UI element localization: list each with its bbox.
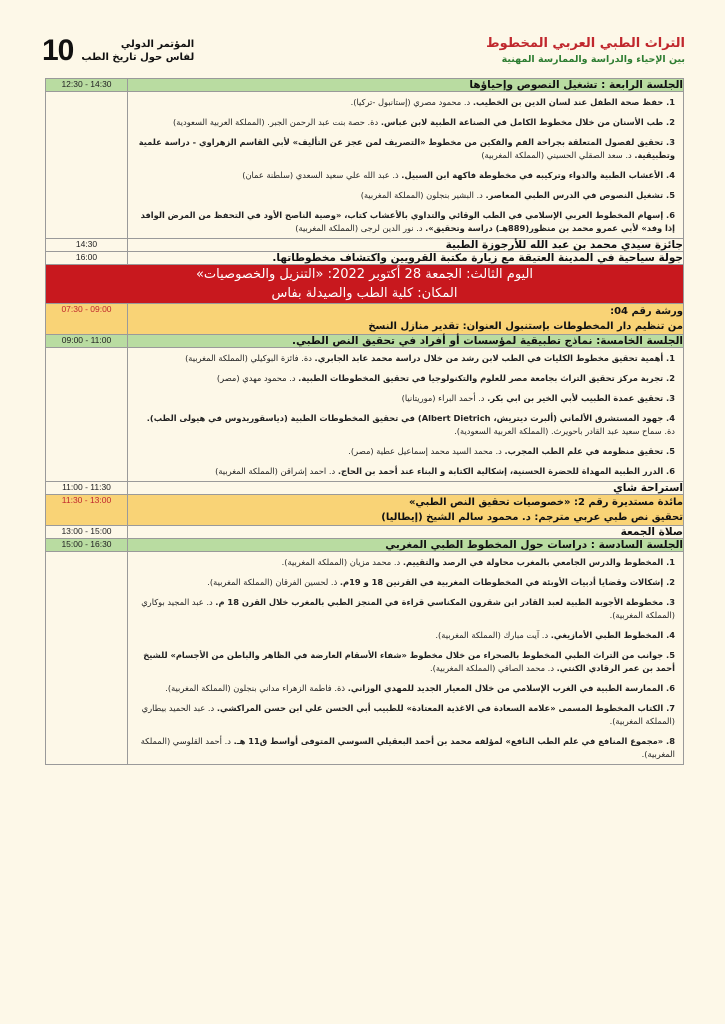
session4-items (128, 92, 684, 239)
session6-header-row (46, 539, 684, 552)
list-item: 6. إسهام المخطوط العربي الإسلامي في الطب الوقائي والتداوي بالأعشاب كتاب، «وصية الناصح الأود في التحفظ من المرض الوافد إذا وفد» لأبي عمرو محمد بن منظور(889هـ) دراسة وتحقيق». د. نور الدين لرجى (المملكة المغربية) (140, 210, 675, 233)
list-item: 6. الممارسة الطبية في الغرب الإسلامي من خلال المعيار الجديد للمهدي الوزاني. ذة. فاطمة الزهراء مداني بنجلون (المملكة المغربية). (165, 683, 675, 693)
session6-title: الجلسة السادسة : دراسات حول المخطوط الطبي المغربي (128, 539, 684, 552)
session5-time: 09:00 - 11:00 (46, 335, 128, 348)
list-item: 6. الدرر الطبية المهداة للحضرة الحسنية، إشكالية الكتابة و البناء عند أحمد بن الحاج. د. احمد إشراقن (المملكة المغربية) (215, 466, 675, 476)
conference-name-line2: لفاس حول تاريخ الطب (81, 52, 195, 63)
workshop-title: ورشة رقم 04: (610, 306, 683, 317)
list-item: 5. تشغيل النصوص في الدرس الطبي المعاصر. د. البشير بنجلون (المملكة المغربية) (360, 190, 675, 200)
day3-venue: المكان: كلية الطب والصيدلة بفاس (271, 286, 458, 301)
list-item: 2. تجربة مركز تحقيق التراث بجامعة مصر للعلوم والتكنولوجيا في تحقيق المخطوطات الطبية. د. محمود مهدي (مصر) (216, 373, 675, 383)
header-subtitle: بين الإحياء والدراسة والممارسة المهنية (501, 54, 685, 65)
list-item: 3. تحقيق لفصول المتعلقة بجراحة الفم والفكين من مخطوط «التصريف لمن عجز عن التأليف» لأبي القاسم الزهراوي - دراسة علمية وتطبيقية. د. سعد الصقلي الحسيني (المملكة المغربية) (138, 137, 675, 160)
prayer-text: صلاة الجمعة (128, 526, 684, 539)
tea-time: 11:00 - 11:30 (46, 482, 128, 495)
day3-banner-row (46, 265, 684, 304)
list-item: 7. الكتاب المخطوط المسمى «علامة السعادة في الاغذية المعتادة» للطبيب أبي الحسن علي ابن حسن المراكشي. د. عبد الحميد بيطاري (المملكة المغربية). (141, 703, 675, 726)
tour-row (46, 252, 684, 265)
list-item: 1. المخطوط والدرس الجامعي بالمغرب محاولة في الرصد والتقييم. د. محمد مزيان (المملكة المغربية). (281, 557, 675, 567)
roundtable-cell (128, 495, 684, 526)
program-table (45, 78, 684, 765)
award-time: 14:30 (46, 239, 128, 252)
workshop-row (46, 304, 684, 335)
header-title: التراث الطبي العربي المخطوط (486, 36, 685, 51)
session6-items (128, 552, 684, 765)
conference-number: 10 (42, 34, 74, 67)
prayer-row (46, 526, 684, 539)
session6-items-row (46, 552, 684, 765)
list-item: 4. جهود المستشرق الألماني (ألبرت ديتريش، Albert Dietrich) في تحقيق المخطوطات الطبية (دياسقوريدوس في هيولى الطب). دة. سماح سعيد عبد القادر باحويرث. (المملكة العربية السعودية). (146, 413, 675, 436)
day3-title: اليوم الثالث: الجمعة 28 أكتوبر 2022: «التنزيل والخصوصيات» (195, 267, 534, 282)
session5-items (128, 348, 684, 482)
conference-logo (42, 34, 194, 68)
session5-title: الجلسة الخامسة: نماذج تطبيقية لمؤسسات أو أفراد في تحقيق النص الطبي. (128, 335, 684, 348)
day3-banner (46, 265, 684, 304)
list-item: 5. تحقيق منظومة في علم الطب المجرب. د. محمد السيد محمد إسماعيل عطية (مصر). (348, 446, 675, 456)
roundtable-title: مائدة مستديرة رقم 2: «خصوصيات تحقيق النص الطبي» (408, 497, 683, 508)
award-text: جائزة سيدي محمد بن عبد الله للأرجوزة الطبية (128, 239, 684, 252)
conference-name (81, 38, 194, 64)
list-item: 1. أهمية تحقيق مخطوط الكليات في الطب لابن رشد من خلال دراسة محمد عابد الجابري. دة. فائزة البوكيلي (المملكة المغربية) (185, 353, 675, 363)
list-item: 1. حفظ صحة الطفل عند لسان الدين بن الخطيب. د. محمود مصري (إستانبول -تركيا). (350, 97, 675, 107)
workshop-time: 07:30 - 09:00 (46, 304, 128, 335)
list-item: 2. طب الأسنان من خلال مخطوط الكامل في الصناعة الطبية لابن عباس. دة. حصة بنت عبد الرحمن الجبر. (المملكة العربية السعودية) (173, 117, 675, 127)
workshop-details: من تنظيم دار المخطوطات بإستنبول العنوان: تقدير منازل النسخ (368, 321, 683, 332)
session6-time: 15:00 - 16:30 (46, 539, 128, 552)
session5-header-row (46, 335, 684, 348)
document-header (486, 36, 685, 65)
list-item: 2. إشكالات وقضايا أدبيات الأوبئة في المخطوطات المغربية في القرنين 18 و 19م. ذ. لحسين الفرقان (المملكة المغربية). (207, 577, 675, 587)
tea-text: استراحة شاي (128, 482, 684, 495)
award-row (46, 239, 684, 252)
list-item: 3. مخطوطة الأجوبة الطبية لعبد القادر ابن شقرون المكناسي قراءة في المنجز الطبي بالمغرب خلال القرن 18 م. د. عبد المجيد بوكاري (المملكة المغربية). (141, 597, 675, 620)
roundtable-details: تحقيق نص طبي عربي مترجم: د. محمود سالم الشيخ (إيطاليا) (381, 512, 683, 523)
tea-row (46, 482, 684, 495)
session5-items-row (46, 348, 684, 482)
workshop-cell (128, 304, 684, 335)
session4-header-row (46, 79, 684, 92)
prayer-time: 13:00 - 15:00 (46, 526, 128, 539)
session4-items-row (46, 92, 684, 239)
list-item: 3. تحقيق عمدة الطبيب لأبي الخير بن ابي بكر. د. أحمد البراء (موريتانيا) (401, 393, 675, 403)
conference-name-line1: المؤتمر الدولي (120, 39, 195, 50)
tour-time: 16:00 (46, 252, 128, 265)
list-item: 5. جوانب من التراث الطبي المخطوط بالصحراء من خلال مخطوط «شفاء الأسقام العارضة في الظاهر والباطن من الأجسام» للشيخ أحمد بن عمر الرقادي الكنتي. د. محمد الصافي (المملكة المغربية). (143, 650, 675, 673)
roundtable-time: 11:30 - 13:00 (46, 495, 128, 526)
list-item: 4. الأعشاب الطبية والدواء وتركيبه في مخطوطة فاكهة ابن السبيل. ذ. عبد الله علي سعيد السعدي (سلطنة عمان) (242, 170, 675, 180)
session4-time: 12:30 - 14:30 (46, 79, 128, 92)
session4-title: الجلسة الرابعة : تشغيل النصوص وإحياؤها (128, 79, 684, 92)
list-item: 8. «مجموع المنافع في علم الطب النافع» لمؤلفه محمد بن أحمد البعقيلي السوسي المتوفى أواسط ق11 هـ. د. أحمد القلوسي (المملكة المغربية). (140, 736, 675, 759)
list-item: 4. المخطوط الطبي الأمازيغي. د. آيت مبارك (المملكة المغربية). (435, 630, 675, 640)
roundtable-row (46, 495, 684, 526)
tour-text: جولة سياحية في المدينة العتيقة مع زيارة مكتبة القرويين واكتشاف مخطوطاتها. (128, 252, 684, 265)
